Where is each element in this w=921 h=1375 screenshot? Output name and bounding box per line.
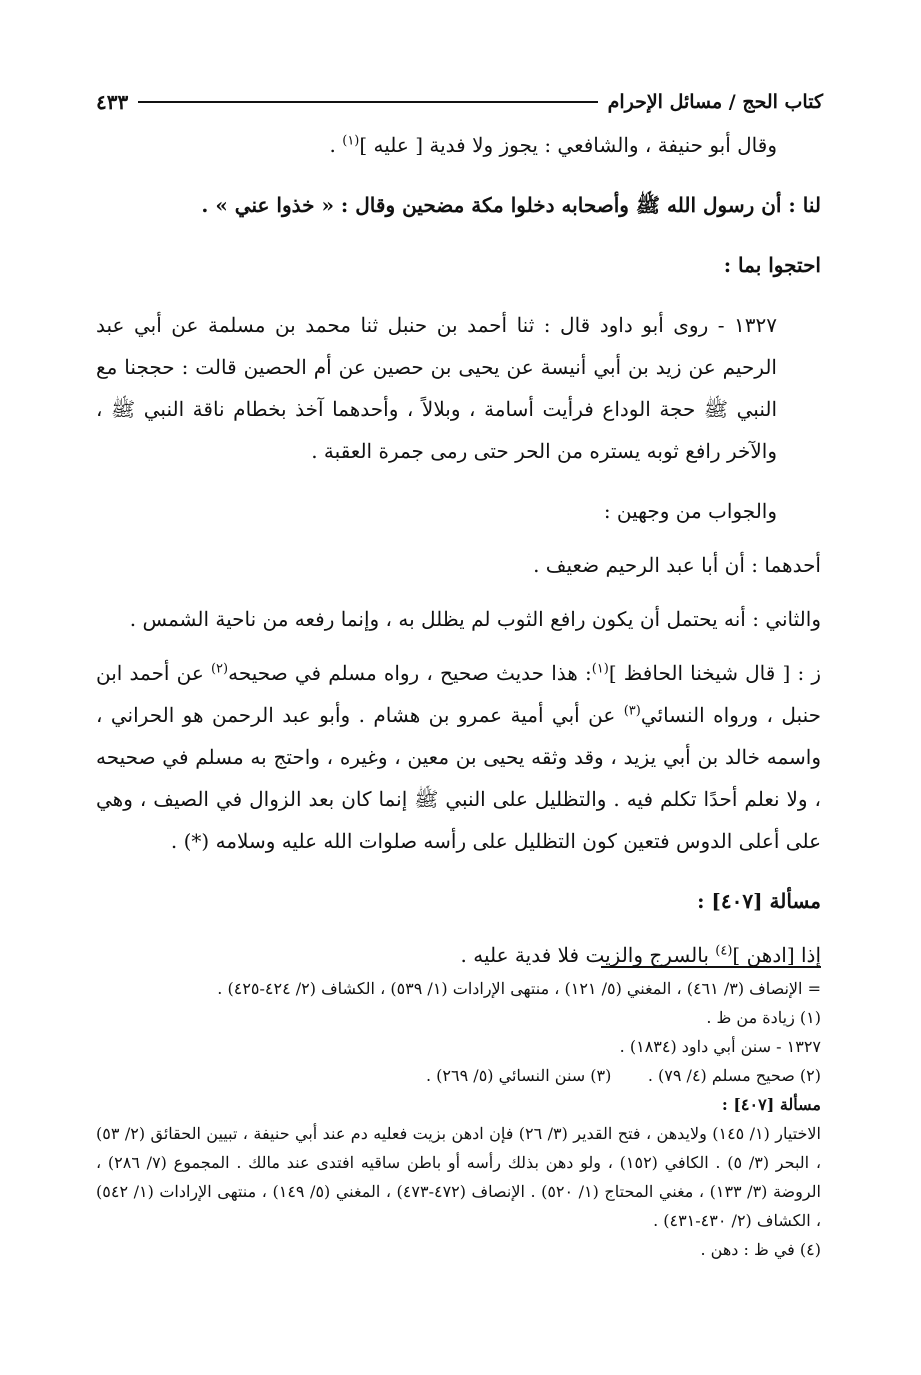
paragraph-answer: والجواب من وجهين : [603,499,777,523]
paragraph-second-answer: والثاني : أنه يحتمل أن يكون رافع الثوب لم يظلل به ، وإنما رفعه من ناحية الشمس . [129,607,821,631]
paragraph-abu-hanifa: وقال أبو حنيفة ، والشافعي : يجوز ولا فدية [ عليه ]$^{(١)}$ . [329,133,777,157]
header-rule [138,101,597,103]
footnote-2: (٢) صحيح مسلم (٤/ ٧٩) . [647,1066,821,1085]
footnote-1: (١) زيادة من ظ . [706,1008,821,1027]
footnotes [96,974,821,1264]
paragraph-hadith-1327: ١٣٢٧ - روى أبو داود قال : ثنا أحمد بن حنبل ثنا محمد بن مسلمة عن أبي عبد الرحيم عن زيد بن أبي أنيسة عن يحيى بن حصين عن أم الحصين قالت : حججنا مع النبي ﷺ حجة الوداع فرأيت أسامة ، وبلالاً ، وأحدهما آخذ بخطام ناقة النبي ﷺ ، والآخر رافع ثوبه يستره من الحر حتى رمى جمرة العقبة . [96,313,778,463]
footnote-4: (٤) في ظ : دهن . [700,1240,821,1259]
footnote-ref-3[interactable]: (٣) [623,703,641,719]
footnote-continuation: = الإنصاف (٣/ ٤٦١) ، المغني (٥/ ١٢١) ، منتهى الإرادات (١/ ٥٣٩) ، الكشاف (٢/ ٤٢٤-٤٢٥) . [217,979,821,998]
paragraph-anointing: إذا [ادهن ]$^{(٤)}$ بالسرج والزيت فلا فدية عليه . [460,943,821,967]
paragraph-evidence: لنا : أن رسول الله ﷺ وأصحابه دخلوا مكة مضحين وقال : « خذوا عني » . [201,193,821,217]
footnote-separator [601,966,821,968]
issue-heading: مسألة [٤٠٧] : [697,889,821,913]
footnote-row-2-3 [96,1061,821,1090]
paragraph-first-answer: أحدهما : أن أبا عبد الرحيم ضعيف . [533,553,821,577]
footnote-ref-1b[interactable]: (١) [591,661,609,677]
footnote-ref-4[interactable]: (٤) [715,943,733,959]
footnote-1327: ١٣٢٧ - سنن أبي داود (١٨٣٤) . [619,1037,821,1056]
footnote-ref-1[interactable]: (١) [342,133,360,149]
paragraph-shaykh-comment: ز : [ قال شيخنا الحافظ ]$^{(١)}$: هذا حديث صحيح ، رواه مسلم في صحيحه$^{(٢)}$ عن أحمد ابن حنبل ، ورواه النسائي$^{(٣)}$ عن أبي أمية عمرو بن هشام . وأبو عبد الرحمن هو الحراني ، واسمه خالد بن أبي يزيد ، وقد وثقه يحيى بن معين ، وغيره ، واحتج به مسلم في صحيحه ، ولا نعلم أحدًا تكلم فيه . والتظليل على النبي ﷺ إنما كان بعد الزوال في الصيف ، وهي على أعلى الدوس فتعين كون التظليل على رأسه صلوات الله عليه وسلامه (*) . [96,661,822,853]
footnote-3: (٣) سنن النسائي (٥/ ٢٦٩) . [426,1066,612,1085]
page-number: ٤٣٣ [96,90,129,114]
footnote-issue-heading: مسألة [٤٠٧] : [721,1095,821,1114]
chapter-title: كتاب الحج / مسائل الإحرام [607,91,823,113]
paragraph-their-argument: احتجوا بما : [723,253,821,277]
footnote-issue-sources: الاختيار (١/ ١٤٥) ولايدهن ، فتح القدير (٣/ ٢٦) فإن ادهن بزيت فعليه دم عند أبي حنيفة ، تبيين الحقائق (٢/ ٥٣) ، البحر (٣/ ٥) . الكافي (١٥٢) ، ولو دهن بذلك رأسه أو باطن ساقيه افتدى عند مالك . المجموع (٧/ ٢٨٦) ، الروضة (٣/ ١٣٣) ، مغني المحتاج (١/ ٥٢٠) . الإنصاف (٤٧٢-٤٧٣) ، المغني (٥/ ١٤٩) ، منتهى الإرادات (١/ ٥٤٢) ، الكشاف (٢/ ٤٣٠-٤٣١) . [96,1124,822,1230]
footnote-ref-2[interactable]: (٢) [210,661,229,677]
main-text [96,124,821,976]
running-header [96,84,823,120]
